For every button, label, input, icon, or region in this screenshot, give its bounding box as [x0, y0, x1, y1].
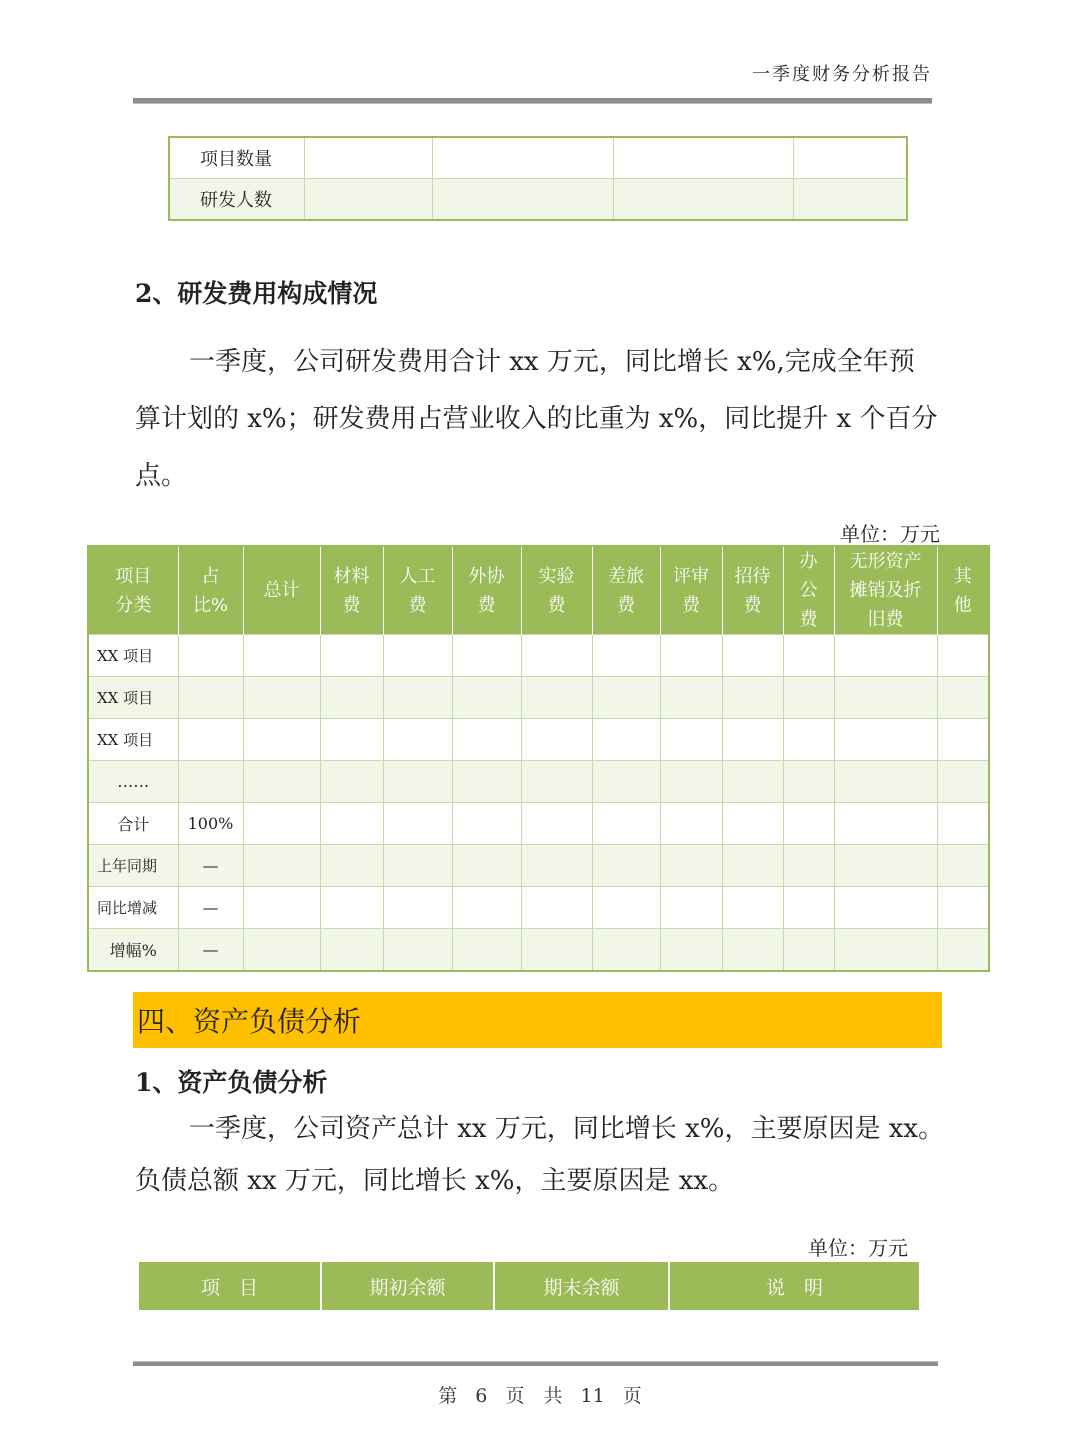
table-row [169, 179, 907, 221]
table-cell [521, 845, 592, 887]
table-cell [452, 677, 521, 719]
table-cell [592, 929, 660, 972]
table-header-cell: 外协 费 [452, 546, 521, 635]
table-cell [783, 677, 834, 719]
table-header-cell: 差旅 费 [592, 546, 660, 635]
table-header-cell: 占 比% [178, 546, 243, 635]
table-cell [660, 803, 722, 845]
table-cell [243, 761, 320, 803]
table-cell [383, 803, 452, 845]
table-cell [243, 929, 320, 972]
ratio-cell: — [178, 887, 243, 929]
page-total: 11 [580, 1385, 605, 1407]
table-row [88, 845, 989, 887]
row-label: XX 项目 [88, 719, 178, 761]
table-cell [433, 137, 613, 179]
table-row [88, 929, 989, 972]
table-cell [783, 803, 834, 845]
table-cell [937, 887, 989, 929]
table-row [169, 137, 907, 179]
table-cell [937, 635, 989, 677]
table-cell [521, 887, 592, 929]
table-cell [452, 887, 521, 929]
row-label: 上年同期 [88, 845, 178, 887]
table-cell [452, 803, 521, 845]
table-cell [834, 803, 937, 845]
table-cell [834, 845, 937, 887]
table-cell [320, 761, 383, 803]
table-cell [834, 761, 937, 803]
table-cell [383, 719, 452, 761]
ratio-cell [178, 635, 243, 677]
table-cell [834, 929, 937, 972]
row-label: XX 项目 [88, 635, 178, 677]
table-cell [783, 845, 834, 887]
rd-cost-table [87, 545, 990, 972]
table-cell [722, 887, 783, 929]
balance-paragraph [135, 1103, 945, 1207]
table-cell [834, 887, 937, 929]
table-header-cell: 期初余额 [321, 1262, 494, 1310]
table-cell [452, 761, 521, 803]
table-cell [243, 887, 320, 929]
table-cell [304, 179, 432, 221]
table-cell [320, 929, 383, 972]
table-cell [383, 761, 452, 803]
table-cell [660, 887, 722, 929]
row-label: 项目数量 [169, 137, 304, 179]
paragraph-line: 一季度，公司研发费用合计 xx 万元，同比增长 x%,完成全年预 [189, 347, 915, 377]
table-cell [521, 677, 592, 719]
table-cell [521, 803, 592, 845]
table-header-row [139, 1262, 919, 1310]
ratio-cell: 100% [178, 803, 243, 845]
table-cell [722, 845, 783, 887]
table-row [88, 635, 989, 677]
section-heading-rd-cost: 2、研发费用构成情况 [135, 279, 378, 308]
table-cell [660, 929, 722, 972]
table-cell [660, 719, 722, 761]
table-header-cell: 材料 费 [320, 546, 383, 635]
table-cell [783, 719, 834, 761]
table-cell [783, 887, 834, 929]
table-header-cell: 办 公 费 [783, 546, 834, 635]
row-label: 研发人数 [169, 179, 304, 221]
table-cell [722, 635, 783, 677]
row-label: 同比增减 [88, 887, 178, 929]
table-cell [383, 635, 452, 677]
row-label: …… [88, 761, 178, 803]
ratio-cell [178, 761, 243, 803]
table-header-cell: 项 目 [139, 1262, 321, 1310]
table-cell [383, 677, 452, 719]
table-cell [722, 803, 783, 845]
table-cell [320, 677, 383, 719]
table-cell [794, 179, 907, 221]
paragraph-line: 算计划的 x%；研发费用占营业收入的比重为 x%，同比提升 x 个百分 [135, 404, 938, 434]
table-cell [320, 719, 383, 761]
table-cell [937, 761, 989, 803]
table-cell [722, 929, 783, 972]
row-label: 增幅% [88, 929, 178, 972]
table-header-cell: 实验 费 [521, 546, 592, 635]
table-cell [722, 677, 783, 719]
footer-rule [133, 1361, 938, 1366]
table-header-cell: 人工 费 [383, 546, 452, 635]
paragraph-line: 一季度，公司资产总计 xx 万元，同比增长 x%，主要原因是 xx。 [189, 1114, 945, 1144]
table-cell [383, 929, 452, 972]
table-header-cell: 其 他 [937, 546, 989, 635]
table-cell [452, 635, 521, 677]
table-cell [613, 179, 793, 221]
table-cell [320, 635, 383, 677]
table-cell [834, 677, 937, 719]
table-cell [592, 761, 660, 803]
table-cell [660, 635, 722, 677]
table-cell [383, 887, 452, 929]
table-cell [834, 635, 937, 677]
table-row [88, 677, 989, 719]
table-cell [452, 719, 521, 761]
table-cell [613, 137, 793, 179]
table-cell [783, 761, 834, 803]
table-cell [592, 635, 660, 677]
table-cell [592, 719, 660, 761]
table-header-cell: 说 明 [669, 1262, 919, 1310]
table-cell [794, 137, 907, 179]
table-cell [783, 929, 834, 972]
page-number: 6 [475, 1385, 488, 1407]
table-cell [243, 635, 320, 677]
footer-suffix: 页 [622, 1385, 642, 1407]
ratio-cell [178, 677, 243, 719]
row-label: 合计 [88, 803, 178, 845]
table-row [88, 719, 989, 761]
rd-cost-paragraph [135, 334, 945, 505]
table-cell [722, 761, 783, 803]
ratio-cell: — [178, 929, 243, 972]
table-cell [937, 803, 989, 845]
table-cell [452, 845, 521, 887]
ratio-cell: — [178, 845, 243, 887]
table-cell [592, 677, 660, 719]
table-cell [243, 803, 320, 845]
footer-prefix: 第 [438, 1385, 458, 1407]
page-footer [0, 1381, 1080, 1408]
table-cell [243, 845, 320, 887]
table-row [88, 887, 989, 929]
table-cell [592, 845, 660, 887]
row-label: XX 项目 [88, 677, 178, 719]
table-cell [937, 677, 989, 719]
table-cell [521, 761, 592, 803]
table-cell [660, 677, 722, 719]
table-cell [937, 719, 989, 761]
section-title-balance: 四、资产负债分析 [137, 1005, 362, 1038]
footer-mid: 页 共 [505, 1385, 563, 1407]
header-title: 一季度财务分析报告 [752, 64, 932, 85]
table-cell [243, 677, 320, 719]
ratio-cell [178, 719, 243, 761]
rd-summary-table [168, 136, 908, 221]
table-header-cell: 招待 费 [722, 546, 783, 635]
unit-label: 单位：万元 [840, 522, 940, 546]
table-row [88, 761, 989, 803]
table-cell [433, 179, 613, 221]
paragraph-line: 点。 [135, 461, 188, 491]
table-cell [320, 887, 383, 929]
table-cell [521, 719, 592, 761]
table-cell [320, 845, 383, 887]
table-cell [592, 887, 660, 929]
table-cell [937, 845, 989, 887]
table-cell [937, 929, 989, 972]
table-cell [660, 845, 722, 887]
table-cell [383, 845, 452, 887]
table-cell [592, 803, 660, 845]
table-cell [304, 137, 432, 179]
table-cell [452, 929, 521, 972]
table-header-cell: 总计 [243, 546, 320, 635]
section-heading-balance: 1、资产负债分析 [135, 1068, 328, 1097]
balance-table [139, 1262, 919, 1310]
table-cell [783, 635, 834, 677]
table-cell [834, 719, 937, 761]
table-row [88, 803, 989, 845]
header-rule [133, 98, 932, 104]
table-header-row [88, 546, 989, 635]
table-cell [660, 761, 722, 803]
table-header-cell: 期末余额 [494, 1262, 669, 1310]
table-cell [243, 719, 320, 761]
table-header-cell: 项目 分类 [88, 546, 178, 635]
table-cell [521, 635, 592, 677]
unit-label: 单位：万元 [808, 1236, 908, 1260]
paragraph-line: 负债总额 xx 万元，同比增长 x%，主要原因是 xx。 [135, 1166, 735, 1196]
table-header-cell: 评审 费 [660, 546, 722, 635]
table-cell [320, 803, 383, 845]
table-cell [521, 929, 592, 972]
table-header-cell: 无形资产 摊销及折 旧费 [834, 546, 937, 635]
table-cell [722, 719, 783, 761]
